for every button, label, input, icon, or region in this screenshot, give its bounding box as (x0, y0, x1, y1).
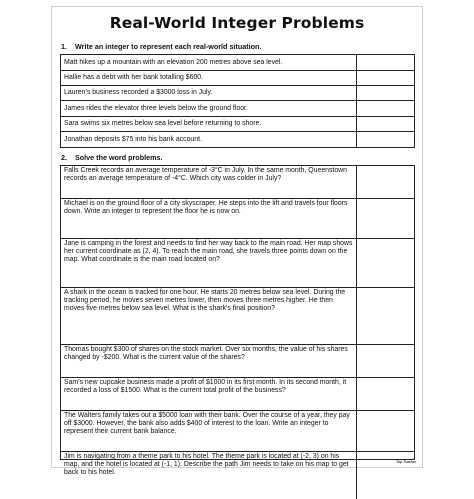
section-2-number: 2. (61, 153, 67, 162)
problem-row (61, 239, 414, 288)
problem-question: Sam’s new cupcake business made a profit of $1000 in its first month. In its second month, it recorded a loss of $1500. What is the current total profit of the business? (61, 378, 357, 410)
situation-question: Lauren’s business recorded a $3000 loss in July. (61, 86, 357, 100)
situation-question: Jonathan deposits $75 into his bank account. (61, 132, 357, 147)
section-1-number: 1. (61, 42, 67, 51)
problem-answer-box[interactable] (357, 288, 414, 344)
worksheet (51, 6, 423, 476)
problem-row (61, 378, 414, 411)
section-1-instruction-text: Write an integer to represent each real-world situation. (75, 42, 262, 51)
problem-question: Falls Creek records an average temperature of -3°C in July. In the same month, Queenstown records an average temperature of -4°C. Which city was colder in July? (61, 166, 357, 198)
situation-row (61, 117, 414, 132)
situation-question: Matt hikes up a mountain with an elevation 200 metres above sea level. (61, 55, 357, 70)
situation-question: Sara swims six metres below sea level before returning to shore. (61, 117, 357, 131)
situation-answer-box[interactable] (357, 86, 414, 100)
situation-row (61, 86, 414, 101)
section-2-instruction (61, 153, 162, 162)
problem-row (61, 288, 414, 345)
problem-row (61, 166, 414, 199)
section-1-instruction (61, 42, 261, 51)
situation-answer-box[interactable] (357, 71, 414, 85)
problem-row (61, 345, 414, 378)
situation-row (61, 71, 414, 86)
situation-answer-box[interactable] (357, 117, 414, 131)
problem-question: Michael is on the ground floor of a city skyscraper. He steps into the lift and travels four floors down. Write an integer to represent the floor he is now on. (61, 199, 357, 238)
situation-question: James rides the elevator three levels below the ground floor. (61, 101, 357, 116)
brand-logo: Top Teacher (396, 460, 416, 464)
problem-row (61, 199, 414, 239)
problem-question: A shark in the ocean is tracked for one hour. He starts 20 metres below sea level. During the tracking period, he moves seven metres lower, then moves three metres higher. He then moves five metres below sea level. What is the shark’s final position? (61, 288, 357, 344)
problem-question: Jane is camping in the forest and needs to find her way back to the main road. Her map shows her current coordinate as (2, 4). To reach the main road, she travels three points down on the map. What coordinate is the main road located on? (61, 239, 357, 287)
situation-answer-box[interactable] (357, 132, 414, 147)
problem-answer-box[interactable] (357, 199, 414, 238)
problem-question: The Walters family takes out a $5000 loan with their bank. Over the course of a year, they pay off $3000. However, the bank also adds $400 of interest to the loan. Write an integer to represent their current bank balance. (61, 411, 357, 451)
problem-answer-box[interactable] (357, 345, 414, 377)
problem-answer-box[interactable] (357, 378, 414, 410)
situation-answer-box[interactable] (357, 55, 414, 70)
problem-answer-box[interactable] (357, 411, 414, 451)
situation-row (61, 55, 414, 71)
problem-row (61, 411, 414, 452)
problem-answer-box[interactable] (357, 239, 414, 287)
situations-table (60, 54, 415, 148)
problem-question: Jim is navigating from a theme park to his hotel. The theme park is located at (-2, 3) on his map, and the hotel is located at (-1, 1). Describe the path Jim needs to take on his map to get back to his hotel. (61, 452, 357, 499)
problem-row (61, 452, 414, 499)
situation-row (61, 101, 414, 117)
situation-row (61, 132, 414, 147)
situation-answer-box[interactable] (357, 101, 414, 116)
situation-question: Hallie has a debt with her bank totalling $600. (61, 71, 357, 85)
worksheet-title: Real-World Integer Problems (109, 14, 365, 32)
section-2-instruction-text: Solve the word problems. (75, 153, 163, 162)
problem-question: Thomas bought $300 of shares on the stock market. Over six months, the value of his shares changed by -$200. What is the current value of the shares? (61, 345, 357, 377)
problem-answer-box[interactable] (357, 166, 414, 198)
